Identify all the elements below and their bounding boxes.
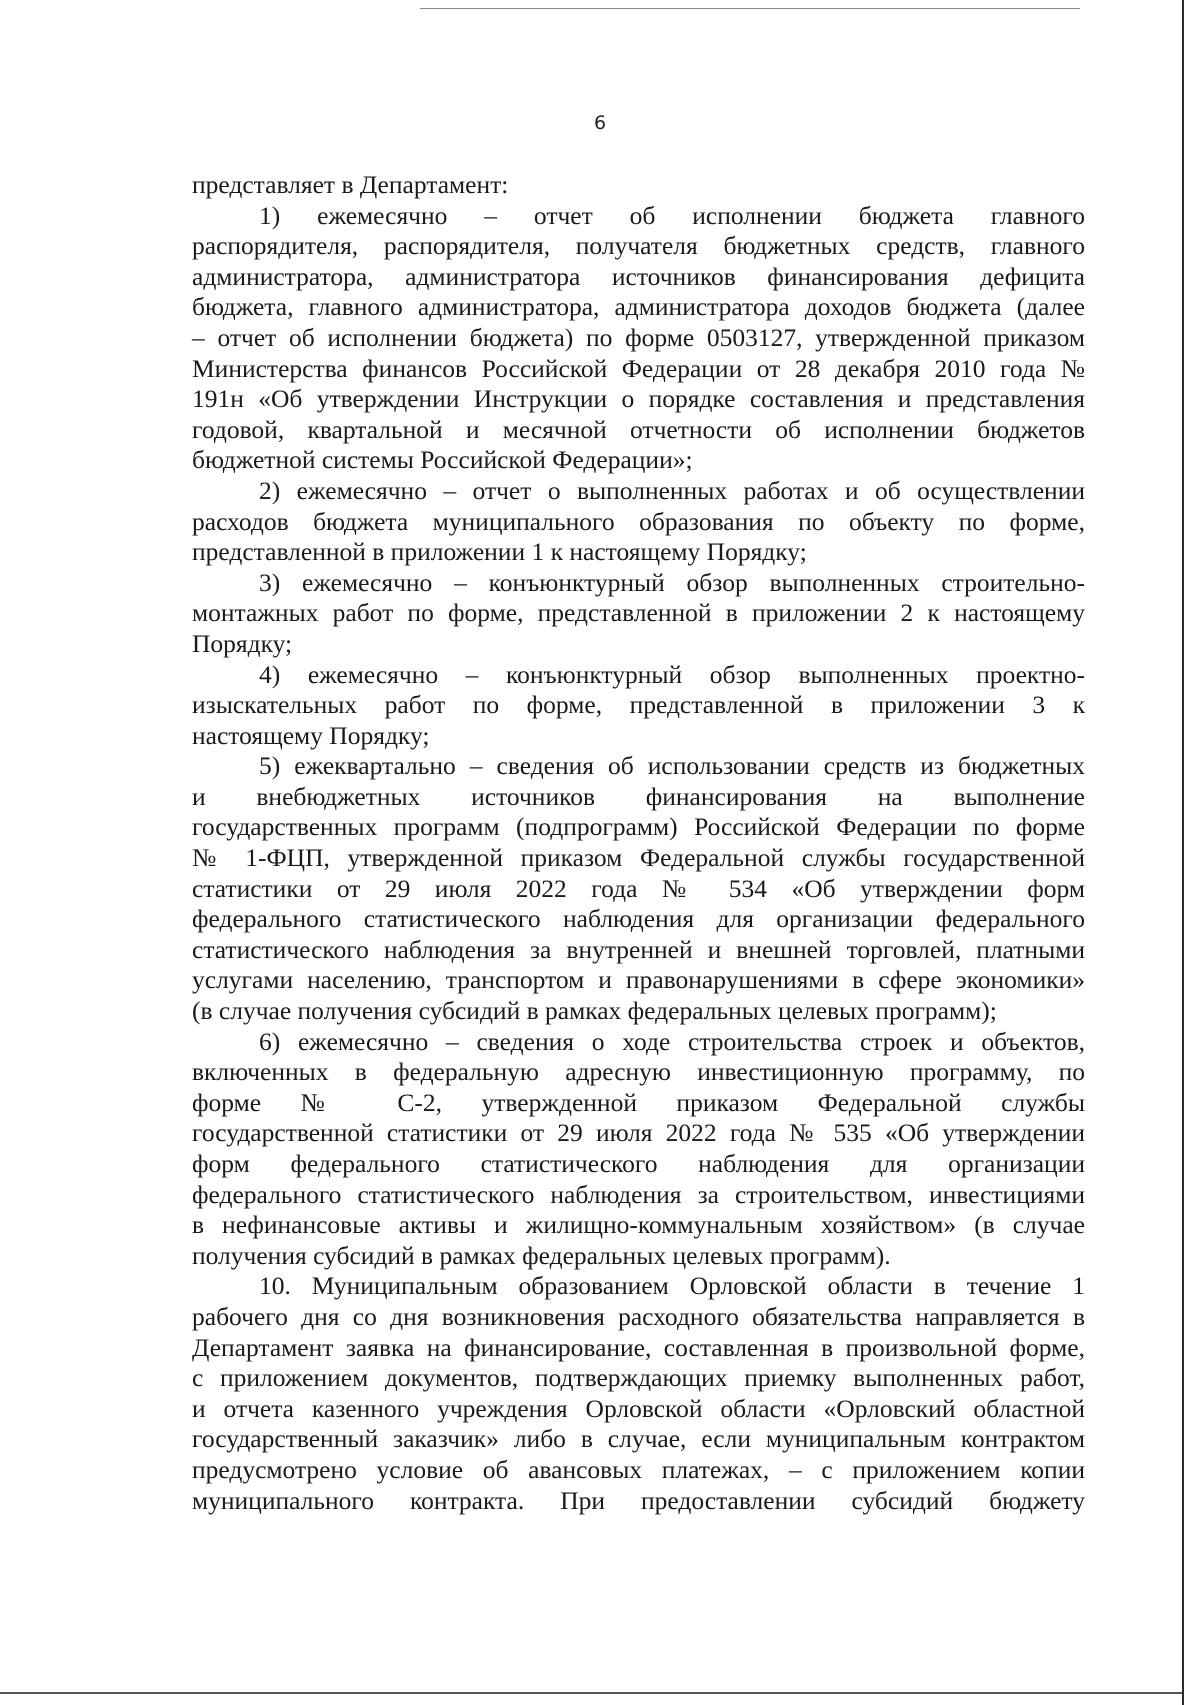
- text-line: 4) ежемесячно – конъюнктурный обзор выполненных проектно-: [259, 659, 1085, 689]
- text-line: и отчета казенного учреждения Орловской области «Орловский областной: [192, 1393, 1085, 1423]
- text-line: бюджетной системы Российской Федерации»;: [192, 445, 693, 475]
- text-line: Порядку;: [192, 628, 293, 658]
- text-line: годовой, квартальной и месячной отчетности об исполнении бюджетов: [192, 414, 1085, 444]
- scan-artifact-right-edge: [1182, 0, 1184, 1705]
- text-line: федерального статистического наблюдения для организации федерального: [192, 904, 1085, 934]
- text-line: Министерства финансов Российской Федерации от 28 декабря 2010 года №: [192, 353, 1085, 383]
- text-line: 191н «Об утверждении Инструкции о порядке составления и представления: [192, 384, 1085, 414]
- text-line: расходов бюджета муниципального образования по объекту по форме,: [192, 506, 1085, 536]
- text-line: (в случае получения субсидий в рамках федеральных целевых программ);: [192, 996, 997, 1026]
- text-line: федерального статистического наблюдения за строительством, инвестициями: [192, 1179, 1085, 1209]
- page-number: 6: [593, 112, 607, 134]
- text-line: включенных в федеральную адресную инвестиционную программу, по: [192, 1057, 1085, 1087]
- text-line: и внебюджетных источников финансирования на выполнение: [192, 781, 1085, 811]
- text-line: бюджета, главного администратора, администратора доходов бюджета (далее: [192, 292, 1085, 322]
- text-line: 5) ежеквартально – сведения об использовании средств из бюджетных: [259, 751, 1085, 781]
- text-line: услугами населению, транспортом и правонарушениями в сфере экономики»: [192, 965, 1085, 995]
- text-line: форме № С-2, утвержденной приказом Федеральной службы: [192, 1087, 1085, 1117]
- text-line: рабочего дня со дня возникновения расходного обязательства направляется в: [192, 1301, 1085, 1331]
- text-line: статистики от 29 июля 2022 года № 534 «Об утверждении форм: [192, 873, 1085, 903]
- text-line: предусмотрено условие об авансовых платежах, – с приложением копии: [192, 1454, 1085, 1484]
- text-line: 10. Муниципальным образованием Орловской области в течение 1: [259, 1271, 1085, 1301]
- text-line: государственной статистики от 29 июля 2022 года № 535 «Об утверждении: [192, 1118, 1085, 1148]
- text-line: представленной в приложении 1 к настоящему Порядку;: [192, 537, 807, 567]
- text-line: 2) ежемесячно – отчет о выполненных работах и об осуществлении: [259, 475, 1085, 505]
- text-line: с приложением документов, подтверждающих приемку выполненных работ,: [192, 1363, 1085, 1393]
- text-line: настоящему Порядку;: [192, 720, 430, 750]
- text-line: государственных программ (подпрограмм) Российской Федерации по форме: [192, 812, 1085, 842]
- scan-artifact-top: [420, 8, 1080, 9]
- text-line: – отчет об исполнении бюджета) по форме 0503127, утвержденной приказом: [192, 322, 1085, 352]
- text-line: статистического наблюдения за внутренней и внешней торговлей, платными: [192, 934, 1085, 964]
- text-line: 1) ежемесячно – отчет об исполнении бюджета главного: [259, 200, 1085, 230]
- text-line: государственный заказчик» либо в случае, если муниципальным контрактом: [192, 1424, 1085, 1454]
- text-line: распорядителя, распорядителя, получателя бюджетных средств, главного: [192, 231, 1085, 261]
- text-line: монтажных работ по форме, представленной в приложении 2 к настоящему: [192, 598, 1085, 628]
- text-line: администратора, администратора источников финансирования дефицита: [192, 261, 1085, 291]
- text-line: изыскательных работ по форме, представленной в приложении 3 к: [192, 690, 1085, 720]
- text-line: Департамент заявка на финансирование, составленная в произвольной форме,: [192, 1332, 1085, 1362]
- document-body: [192, 170, 1085, 1516]
- text-line: муниципального контракта. При предоставлении субсидий бюджету: [192, 1485, 1085, 1515]
- text-line: получения субсидий в рамках федеральных целевых программ).: [192, 1240, 891, 1270]
- text-line: 3) ежемесячно – конъюнктурный обзор выполненных строительно-: [259, 567, 1085, 597]
- text-line: представляет в Департамент:: [192, 170, 509, 199]
- text-line: в нефинансовые активы и жилищно-коммунальным хозяйством» (в случае: [192, 1210, 1085, 1240]
- scan-artifact-bottom: [0, 1692, 1182, 1694]
- text-line: форм федерального статистического наблюдения для организации: [192, 1149, 1085, 1178]
- text-line: № 1-ФЦП, утвержденной приказом Федеральной службы государственной: [192, 843, 1085, 873]
- text-line: 6) ежемесячно – сведения о ходе строительства строек и объектов,: [259, 1026, 1085, 1056]
